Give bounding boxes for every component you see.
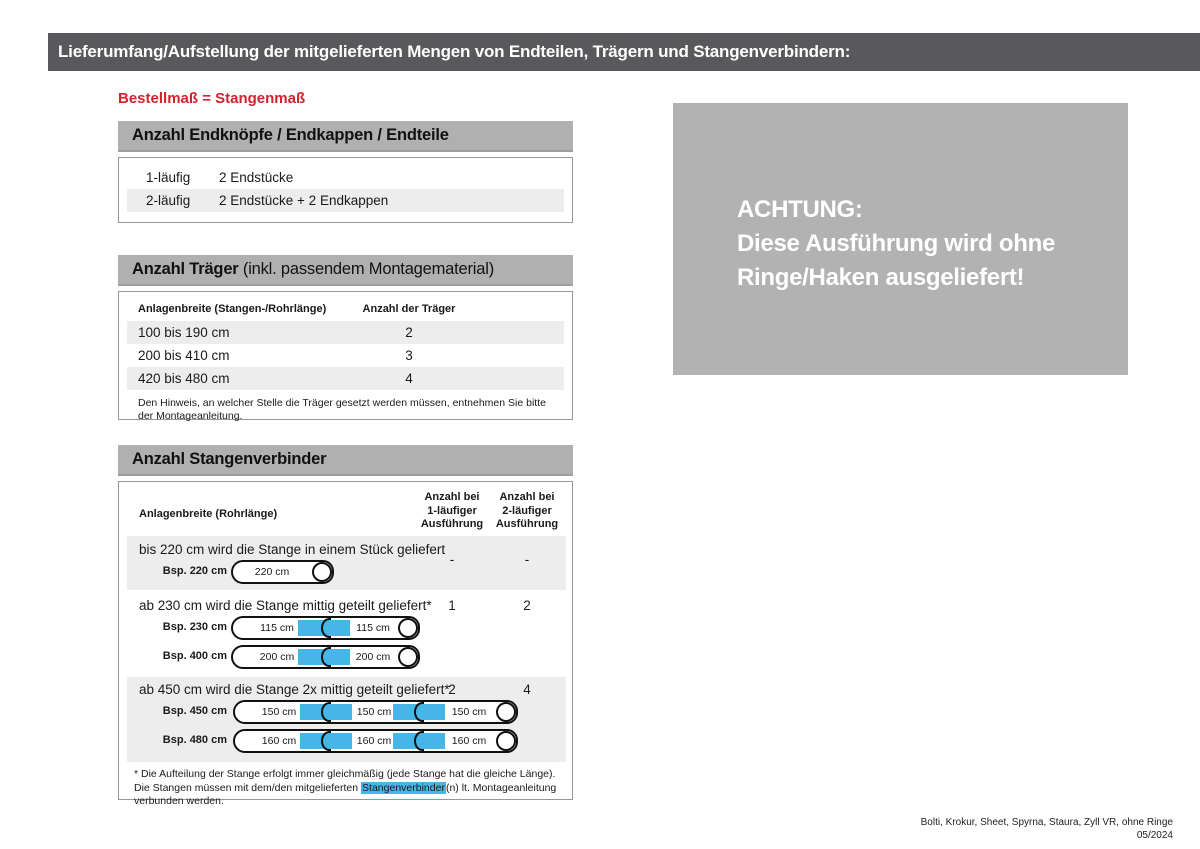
- attention-line: Diese Ausführung wird ohne: [737, 230, 1055, 257]
- page-title-bar: [48, 33, 1200, 71]
- group-row-220: [127, 536, 566, 590]
- attention-line: Ringe/Haken ausgeliefert!: [737, 264, 1025, 291]
- rod-body: [231, 616, 420, 640]
- row-count: 2: [405, 325, 413, 340]
- table-verbinder: [118, 481, 573, 807]
- rod-body: [231, 560, 334, 584]
- attention-line: ACHTUNG:: [737, 196, 863, 223]
- rod-diagram-400: [231, 645, 420, 669]
- traeger-note: Den Hinweis, an welcher Stelle die Träger gesetzt werden müssen, entnehmen Sie bitte der Montageanleitung.: [138, 397, 546, 422]
- rod-joint: [414, 702, 424, 722]
- rod-endcap: [312, 562, 332, 582]
- rod-segment-label: 150 cm: [356, 706, 392, 718]
- count-1laeufig: -: [449, 552, 455, 567]
- rod-segment-label: 160 cm: [261, 735, 297, 747]
- rod-segment-label: 160 cm: [451, 735, 487, 747]
- rod-segment-label: 115 cm: [260, 622, 294, 634]
- column-header: Anzahl bei 2-läufiger Ausführung: [495, 491, 559, 530]
- rod-joint: [321, 618, 331, 638]
- rod-segment-label: 150 cm: [261, 706, 297, 718]
- order-size-note: Bestellmaß = Stangenmaß: [118, 90, 306, 107]
- section-title-traeger-suffix: (inkl. passendem Montagematerial): [238, 260, 494, 278]
- rod-diagram-480: [233, 729, 518, 753]
- rod-joint: [321, 731, 331, 751]
- row-range: 420 bis 480 cm: [138, 371, 230, 386]
- row-label: 2-läufig: [146, 193, 191, 208]
- section-header-endpieces: [118, 121, 573, 152]
- column-header: Anzahl bei 1-läufiger Ausführung: [420, 491, 484, 530]
- rod-segment-label: 115 cm: [356, 622, 390, 634]
- attention-text: [737, 193, 1055, 295]
- rod-example-label: Bsp. 220 cm: [162, 565, 227, 577]
- table-traeger: [118, 291, 573, 420]
- table-row: [127, 344, 564, 367]
- table-row: [127, 367, 564, 390]
- rod-example-label: Bsp. 480 cm: [162, 734, 227, 746]
- count-2laeufig: -: [524, 552, 530, 567]
- count-2laeufig: 4: [523, 682, 531, 697]
- rod-joint: [321, 702, 331, 722]
- table-row: [127, 321, 564, 344]
- row-count: 4: [405, 371, 413, 386]
- table-row: [127, 166, 564, 189]
- rod-body: [233, 700, 518, 724]
- section-title-endpieces: Anzahl Endknöpfe / Endkappen / Endteile: [132, 126, 449, 144]
- footer-products: Bolti, Krokur, Sheet, Spyrna, Staura, Zyll VR, ohne Ringe: [920, 817, 1173, 828]
- rod-diagram-450: [233, 700, 518, 724]
- rod-segment-label: 200 cm: [259, 651, 295, 663]
- group-row-450: [127, 677, 566, 762]
- group-title: ab 450 cm wird die Stange 2x mittig geteilt geliefert*: [139, 682, 450, 697]
- count-2laeufig: 2: [523, 598, 531, 613]
- rod-joint: [414, 731, 424, 751]
- rod-joint: [321, 647, 331, 667]
- footnote: * Die Aufteilung der Stange erfolgt immer gleichmäßig (jede Stange hat die gleiche Länge). Die Stangen müssen mit dem/den mitgelieferten Stangenverbinder(n) lt. Montageanleitung verbunden werden.: [134, 768, 557, 807]
- rod-body: [233, 729, 518, 753]
- section-header-traeger: [118, 255, 573, 286]
- column-header: Anlagenbreite (Rohrlänge): [139, 508, 278, 520]
- count-1laeufig: 2: [448, 682, 456, 697]
- rod-segment-label: 150 cm: [451, 706, 487, 718]
- rod-example-label: Bsp. 230 cm: [162, 621, 227, 633]
- column-header: Anlagenbreite (Stangen-/Rohrlänge): [138, 303, 327, 315]
- column-header: Anzahl der Träger: [362, 303, 456, 315]
- rod-example-label: Bsp. 450 cm: [162, 705, 227, 717]
- footnote-highlight: Stangenverbinder: [362, 781, 445, 794]
- rod-segment-label: 200 cm: [355, 651, 391, 663]
- row-range: 100 bis 190 cm: [138, 325, 230, 340]
- section-title-verbinder: Anzahl Stangenverbinder: [132, 450, 327, 468]
- page-title: Lieferumfang/Aufstellung der mitgelieferten Mengen von Endteilen, Trägern und Stangenverbindern:: [58, 42, 851, 61]
- attention-box: [673, 103, 1128, 375]
- row-range: 200 bis 410 cm: [138, 348, 230, 363]
- table-endpieces: [118, 157, 573, 223]
- rod-example-label: Bsp. 400 cm: [162, 650, 227, 662]
- row-value: 2 Endstücke + 2 Endkappen: [219, 193, 389, 208]
- section-header-verbinder: [118, 445, 573, 476]
- row-value: 2 Endstücke: [219, 170, 294, 185]
- group-title: ab 230 cm wird die Stange mittig geteilt geliefert*: [139, 598, 432, 613]
- rod-body: [231, 645, 420, 669]
- footer-date: 05/2024: [1136, 830, 1173, 841]
- row-count: 3: [405, 348, 413, 363]
- table-row: [127, 189, 564, 212]
- section-title-traeger: Anzahl Träger: [132, 260, 239, 278]
- rod-segment-label: 220 cm: [254, 566, 290, 578]
- rod-segment-label: 160 cm: [356, 735, 392, 747]
- group-title: bis 220 cm wird die Stange in einem Stück geliefert: [139, 542, 446, 557]
- row-label: 1-läufig: [146, 170, 191, 185]
- rod-diagram-220: [231, 560, 334, 584]
- page-footer: [921, 816, 1173, 842]
- table-column-headers: [127, 303, 564, 316]
- count-1laeufig: 1: [448, 598, 456, 613]
- rod-diagram-230: [231, 616, 420, 640]
